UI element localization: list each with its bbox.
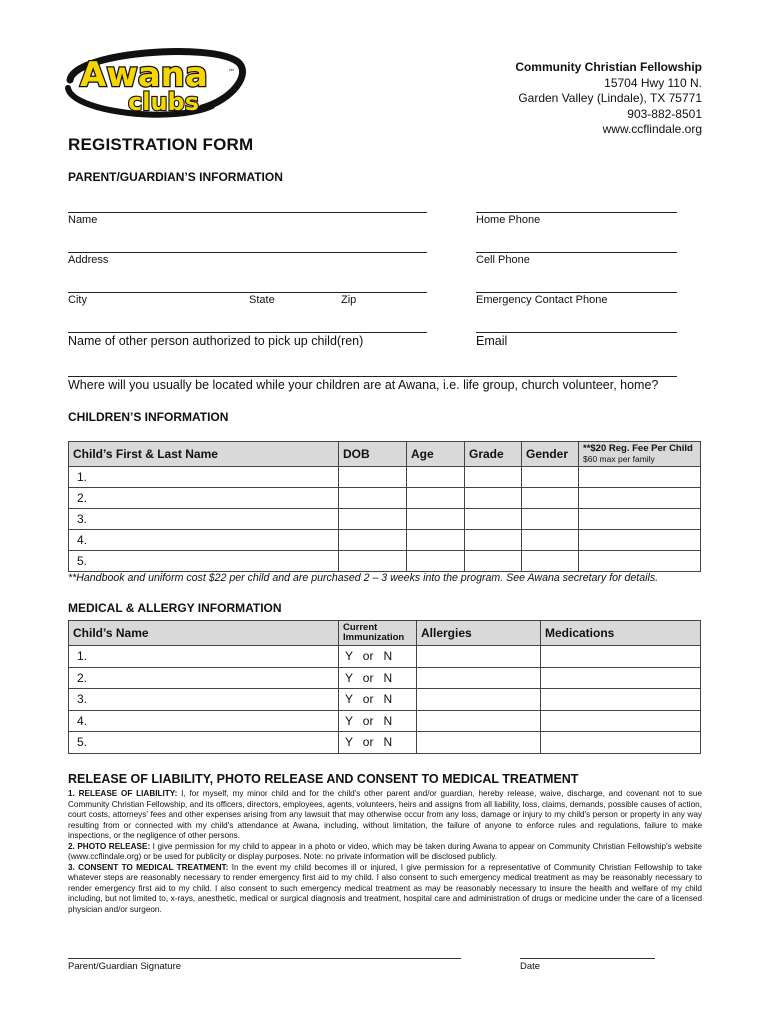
email-input[interactable]	[476, 315, 676, 331]
authorized-person-label: Name of other person authorized to pick up child(ren)	[68, 334, 364, 348]
child-grade-cell[interactable]	[465, 509, 522, 530]
signature-input[interactable]	[68, 941, 460, 957]
org-address-line2: Garden Valley (Lindale), TX 75771	[518, 91, 702, 105]
emergency-phone-line	[476, 292, 677, 293]
signature-label: Parent/Guardian Signature	[68, 961, 182, 972]
trademark-mark: ™	[228, 68, 235, 76]
cell-phone-label: Cell Phone	[476, 254, 530, 266]
child-dob-cell[interactable]	[339, 509, 407, 530]
parent-heading: PARENT/GUARDIAN’S INFORMATION	[68, 170, 283, 184]
col-immunization	[339, 621, 417, 646]
children-table	[68, 441, 701, 572]
child-row-number[interactable]: 2.	[69, 488, 339, 509]
org-address-line1: 15704 Hwy 110 N.	[604, 75, 702, 90]
organization-info	[515, 60, 702, 138]
city-state-zip-line	[68, 292, 427, 293]
allergies-cell[interactable]	[417, 710, 541, 732]
org-name: Community Christian Fellowship	[515, 60, 702, 74]
child-gender-cell[interactable]	[522, 551, 579, 572]
medical-consent-label: 3. CONSENT TO MEDICAL TREATMENT:	[68, 862, 229, 872]
col-reg-fee	[579, 442, 701, 467]
col-child-name: Child’s Name	[69, 621, 339, 646]
address-input[interactable]	[68, 235, 426, 251]
org-website: www.ccflindale.org	[602, 122, 702, 136]
immunization-line2: Immunization	[343, 632, 405, 643]
awana-clubs-logo	[62, 42, 248, 122]
child-row-number[interactable]: 3.	[69, 509, 339, 530]
parent-name-input[interactable]	[68, 195, 426, 211]
table-row	[69, 667, 701, 689]
home-phone-line	[476, 212, 677, 213]
immunization-yes-no[interactable]: Y or N	[339, 732, 417, 754]
cell-phone-line	[476, 252, 677, 253]
immunization-yes-no[interactable]: Y or N	[339, 646, 417, 668]
children-heading: CHILDREN’S INFORMATION	[68, 410, 229, 424]
handbook-footnote: **Handbook and uniform cost $22 per child and are purchased 2 – 3 weeks into the program. See Awana secretary for details.	[68, 572, 659, 584]
child-fee-cell[interactable]	[579, 530, 701, 551]
immunization-yes-no[interactable]: Y or N	[339, 689, 417, 711]
children-header-row	[69, 442, 701, 467]
location-input[interactable]	[68, 359, 676, 375]
location-line	[68, 376, 677, 377]
col-gender: Gender	[522, 442, 579, 467]
allergies-cell[interactable]	[417, 667, 541, 689]
medications-cell[interactable]	[541, 667, 701, 689]
medications-cell[interactable]	[541, 689, 701, 711]
child-age-cell[interactable]	[407, 530, 465, 551]
child-grade-cell[interactable]	[465, 551, 522, 572]
release-heading: RELEASE OF LIABILITY, PHOTO RELEASE AND CONSENT TO MEDICAL TREATMENT	[68, 772, 579, 786]
address-line	[68, 252, 427, 253]
col-grade: Grade	[465, 442, 522, 467]
release-text	[68, 789, 702, 916]
child-age-cell[interactable]	[407, 467, 465, 488]
photo-release-paragraph	[68, 842, 702, 863]
location-label: Where will you usually be located while your children are at Awana, i.e. life group, church volunteer, home?	[68, 378, 659, 392]
emergency-phone-input[interactable]	[476, 275, 676, 291]
medications-cell[interactable]	[541, 710, 701, 732]
medical-consent-text: In the event my child becomes ill or injured, I give permission for a representative of Community Christian Fellowship to take whatever steps are reasonably necessary to render emergency first aid to my child. I also consent to such emergency medical treatment as may be reasonably necessary to render emergency first aid to my child. I also consent to such emergency medical treatment as may be reasonably necessary to insure the health and welfare of my child including, but not limited to, x-rays, anesthetic, medical or surgical diagnosis and treatment, hospital care and administration of drugs or medicine under the care of a licensed physician and/or surgeon.	[68, 862, 702, 915]
child-row-number[interactable]: 4.	[69, 530, 339, 551]
immunization-yes-no[interactable]: Y or N	[339, 710, 417, 732]
page-title: REGISTRATION FORM	[68, 135, 254, 154]
table-row	[69, 488, 701, 509]
home-phone-label: Home Phone	[476, 214, 541, 226]
medical-table	[68, 620, 701, 754]
child-fee-cell[interactable]	[579, 509, 701, 530]
col-child-name: Child’s First & Last Name	[69, 442, 339, 467]
child-grade-cell[interactable]	[465, 530, 522, 551]
child-dob-cell[interactable]	[339, 488, 407, 509]
zip-label: Zip	[341, 294, 357, 306]
address-label: Address	[68, 254, 109, 266]
logo-word-clubs: clubs	[128, 88, 200, 116]
allergies-cell[interactable]	[417, 646, 541, 668]
date-input[interactable]	[520, 941, 654, 957]
allergies-cell[interactable]	[417, 689, 541, 711]
date-line	[520, 958, 655, 959]
state-input[interactable]	[248, 275, 333, 291]
parent-name-line	[68, 212, 427, 213]
medical-row-number[interactable]: 5.	[69, 732, 339, 754]
city-label: City	[68, 294, 87, 306]
child-dob-cell[interactable]	[339, 530, 407, 551]
authorized-person-line	[68, 332, 427, 333]
home-phone-input[interactable]	[476, 195, 676, 211]
child-grade-cell[interactable]	[465, 467, 522, 488]
medical-header-row	[69, 621, 701, 646]
zip-input[interactable]	[340, 275, 426, 291]
table-row	[69, 710, 701, 732]
table-row	[69, 509, 701, 530]
immunization-line1: Current	[343, 622, 378, 633]
org-phone: 903-882-8501	[627, 106, 702, 121]
child-age-cell[interactable]	[407, 509, 465, 530]
immunization-yes-no[interactable]: Y or N	[339, 667, 417, 689]
child-fee-cell[interactable]	[579, 488, 701, 509]
parent-name-label: Name	[68, 214, 98, 226]
release-liability-label: 1. RELEASE OF LIABILITY:	[68, 789, 178, 798]
cell-phone-input[interactable]	[476, 235, 676, 251]
medical-heading: MEDICAL & ALLERGY INFORMATION	[68, 601, 282, 615]
medical-row-number[interactable]: 3.	[69, 689, 339, 711]
col-dob: DOB	[339, 442, 407, 467]
col-medications: Medications	[541, 621, 701, 646]
medications-cell[interactable]	[541, 646, 701, 668]
child-fee-cell[interactable]	[579, 467, 701, 488]
medical-row-number[interactable]: 1.	[69, 646, 339, 668]
child-gender-cell[interactable]	[522, 509, 579, 530]
reg-fee-max: $60 max per family	[583, 454, 655, 464]
date-label: Date	[520, 961, 541, 972]
state-label: State	[249, 294, 275, 306]
table-row	[69, 732, 701, 754]
table-row	[69, 646, 701, 668]
child-gender-cell[interactable]	[522, 467, 579, 488]
child-dob-cell[interactable]	[339, 467, 407, 488]
child-row-number[interactable]: 5.	[69, 551, 339, 572]
photo-release-label: 2. PHOTO RELEASE:	[68, 841, 151, 851]
photo-release-text: I give permission for my child to appear in a photo or video, which may be taken during Awana to appear on Community Christian Fellowship's website (www.ccflindale.org) or be used for publicity or display purposes. Note: no private information will be disclosed publicly.	[68, 841, 702, 862]
release-liability-paragraph	[68, 789, 702, 842]
medical-row-number[interactable]: 2.	[69, 667, 339, 689]
authorized-person-input[interactable]	[68, 315, 426, 331]
release-liability-text: I, for myself, my minor child and for the child's other parent and/or guardian, hereby release, waive, discharge, and covenant not to sue Community Christian Fellowship, and its officers, directors, employees, agents, volunteers, heirs and assigns from all liability, loss, claims, demands, possible causes of action, court costs, attorneys' fees and other expenses arising from any lawsuit that may otherwise occur from any loss, damage or injury to my child's person or property in any way resulting from or connected with my child's attendance at Awana, including, without limitation, the failure of anyone to enforce rules and regulations, failure to make inspections, or the negligence of other persons.	[68, 789, 702, 841]
allergies-cell[interactable]	[417, 732, 541, 754]
awana-clubs-logo-mark	[62, 42, 248, 122]
col-allergies: Allergies	[417, 621, 541, 646]
table-row	[69, 530, 701, 551]
table-row	[69, 551, 701, 572]
child-age-cell[interactable]	[407, 488, 465, 509]
table-row	[69, 689, 701, 711]
col-age: Age	[407, 442, 465, 467]
city-input[interactable]	[68, 275, 238, 291]
signature-line	[68, 958, 461, 959]
child-gender-cell[interactable]	[522, 530, 579, 551]
medications-cell[interactable]	[541, 732, 701, 754]
child-row-number[interactable]: 1.	[69, 467, 339, 488]
child-fee-cell[interactable]	[579, 551, 701, 572]
medical-consent-paragraph	[68, 863, 702, 916]
reg-fee-label: **$20 Reg. Fee Per Child	[583, 443, 693, 454]
logo-word-awana: Awana	[80, 55, 208, 95]
table-row	[69, 467, 701, 488]
child-dob-cell[interactable]	[339, 551, 407, 572]
email-label: Email	[476, 334, 508, 348]
child-age-cell[interactable]	[407, 551, 465, 572]
child-gender-cell[interactable]	[522, 488, 579, 509]
emergency-phone-label: Emergency Contact Phone	[476, 294, 608, 306]
child-grade-cell[interactable]	[465, 488, 522, 509]
email-line	[476, 332, 677, 333]
medical-row-number[interactable]: 4.	[69, 710, 339, 732]
